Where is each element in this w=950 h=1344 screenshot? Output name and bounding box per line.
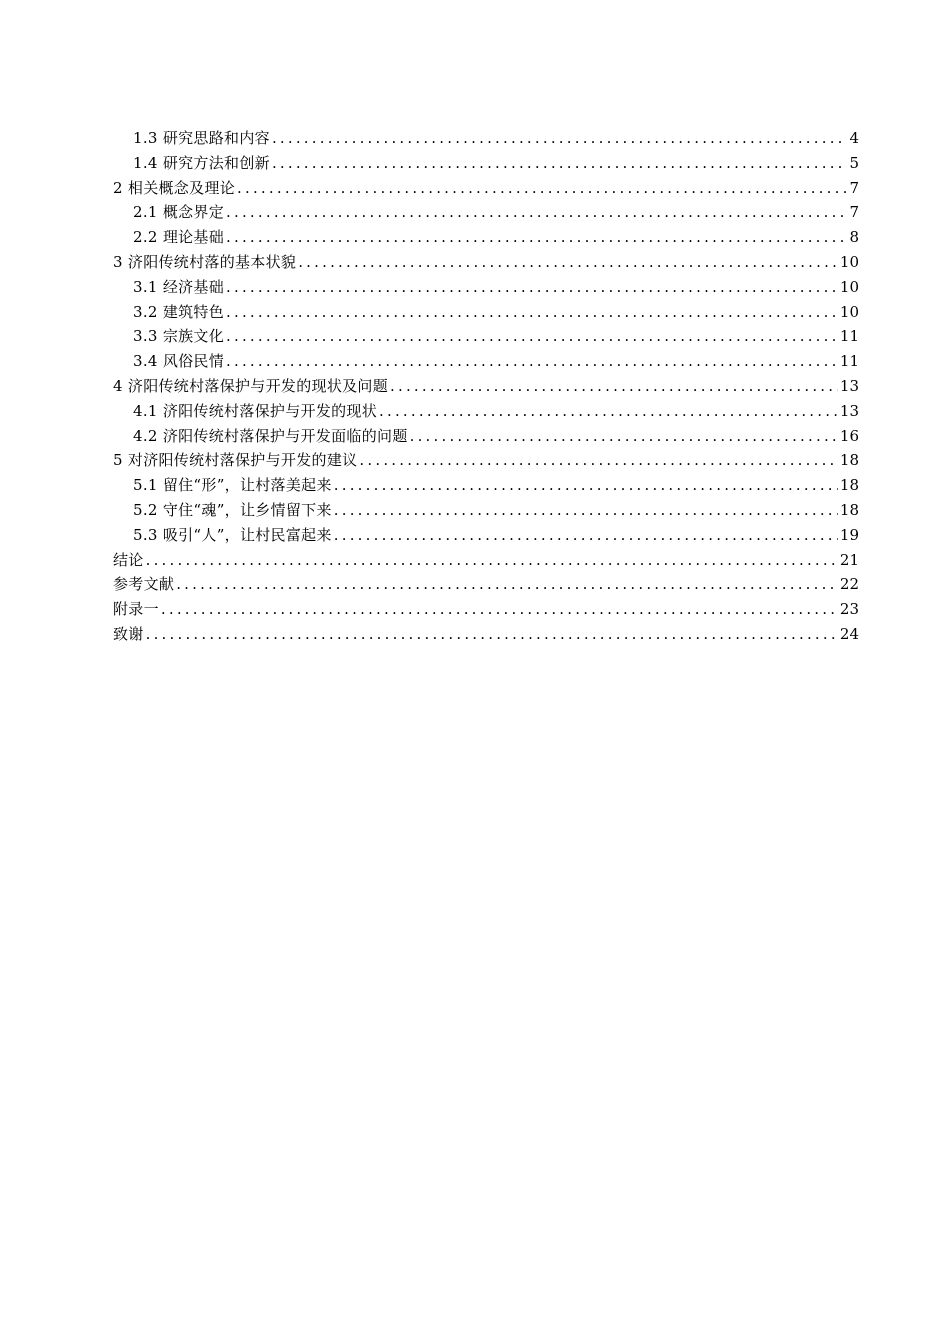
toc-dot-leader [226,324,838,349]
toc-dot-leader [161,597,838,622]
toc-entry-title: 3.3 宗族文化 [133,327,225,346]
toc-entry[interactable] [113,597,859,622]
toc-entry[interactable] [113,324,859,349]
toc-entry-page: 4 [849,129,859,147]
toc-entry-title: 结论 [113,550,144,569]
toc-entry-page: 10 [839,277,859,296]
toc-dot-leader [272,151,848,176]
toc-entry[interactable] [113,498,859,523]
toc-entry-page: 21 [839,550,859,569]
toc-entry[interactable] [113,548,859,573]
toc-dot-leader [379,399,838,424]
toc-entry-title: 4 济阳传统村落保护与开发的现状及问题 [113,376,389,395]
toc-dot-leader [334,523,838,548]
toc-entry-page: 24 [839,624,859,643]
toc-entry-title: 致谢 [113,624,144,643]
table-of-contents [113,126,859,647]
toc-dot-leader [176,572,838,597]
toc-dot-leader [226,300,838,325]
toc-entry-page: 19 [839,525,859,544]
toc-entry-page: 7 [849,203,859,222]
toc-entry-title: 3.4 风俗民情 [133,352,225,371]
toc-dot-leader [359,448,837,473]
toc-dot-leader [226,200,847,225]
toc-entry-title: 附录一 [113,600,159,619]
toc-entry[interactable] [113,523,859,548]
toc-dot-leader [146,622,838,647]
toc-entry[interactable] [113,424,859,449]
toc-entry-title: 2.1 概念界定 [133,203,225,222]
toc-entry-page: 18 [839,476,859,495]
toc-entry-title: 3.1 经济基础 [133,277,225,296]
toc-entry-title: 1.3 研究思路和内容 [133,129,270,147]
toc-entry-title: 2.2 理论基础 [133,228,225,247]
toc-dot-leader [146,548,838,573]
toc-entry-page: 5 [849,153,859,172]
toc-dot-leader [334,498,838,523]
toc-entry-title: 4.2 济阳传统村落保护与开发面临的问题 [133,426,408,445]
toc-entry[interactable] [113,572,859,597]
toc-entry[interactable] [113,300,859,325]
toc-entry-title: 1.4 研究方法和创新 [133,153,270,172]
toc-entry-title: 参考文献 [113,575,175,594]
toc-entry[interactable] [113,399,859,424]
toc-entry-title: 5 对济阳传统村落保护与开发的建议 [113,451,358,470]
toc-dot-leader [410,424,838,449]
toc-entry-page: 16 [839,426,859,445]
toc-entry[interactable] [113,176,859,201]
toc-entry-page: 10 [839,302,859,321]
toc-entry-title: 5.3 吸引“人”，让村民富起来 [133,525,332,544]
toc-entry[interactable] [113,225,859,250]
toc-entry-title: 2 相关概念及理论 [113,178,236,197]
toc-dot-leader [334,473,838,498]
toc-entry-title: 3.2 建筑特色 [133,302,225,321]
toc-dot-leader [272,126,848,151]
toc-entry-page: 23 [839,600,859,619]
toc-entry[interactable] [113,151,859,176]
toc-dot-leader [226,349,838,374]
toc-entry-title: 4.1 济阳传统村落保护与开发的现状 [133,401,378,420]
toc-entry-page: 7 [849,178,859,197]
toc-entry-page: 13 [839,376,859,395]
toc-entry-page: 10 [839,252,859,271]
toc-entry[interactable] [113,374,859,399]
toc-dot-leader [298,250,838,275]
toc-entry-page: 11 [839,327,859,346]
toc-entry-page: 18 [839,451,859,470]
toc-entry[interactable] [113,275,859,300]
toc-entry-page: 22 [839,575,859,594]
toc-dot-leader [390,374,838,399]
toc-entry-title: 5.2 守住“魂”，让乡情留下来 [133,500,332,519]
toc-entry[interactable] [113,473,859,498]
toc-entry-title: 5.1 留住“形”，让村落美起来 [133,476,332,495]
toc-entry-page: 11 [839,352,859,371]
toc-entry[interactable] [113,349,859,374]
toc-entry[interactable] [113,126,859,151]
toc-entry[interactable] [113,448,859,473]
toc-entry-page: 8 [849,228,859,247]
toc-dot-leader [226,275,838,300]
toc-entry[interactable] [113,250,859,275]
toc-entry[interactable] [113,200,859,225]
toc-entry-page: 18 [839,500,859,519]
toc-dot-leader [226,225,847,250]
toc-entry[interactable] [113,622,859,647]
toc-entry-title: 3 济阳传统村落的基本状貌 [113,252,297,271]
toc-entry-page: 13 [839,401,859,420]
toc-dot-leader [237,176,847,201]
